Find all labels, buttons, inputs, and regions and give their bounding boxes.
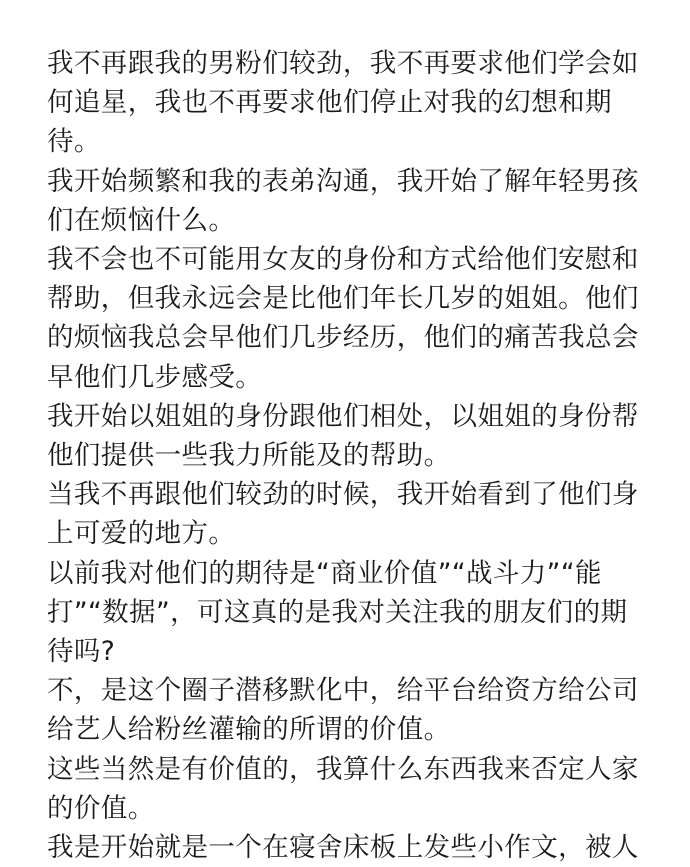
paragraph-3: 我不会也不可能用女友的身份和方式给他们安慰和 帮助，但我永远会是比他们年长几岁的姐姐。他们 的烦恼我总会早他们几步经历，他们的痛苦我总会 早他们几步感受。 xyxy=(47,244,639,393)
document-body xyxy=(47,44,657,867)
paragraph-6: 以前我对他们的期待是“商业价值”“战斗力”“能 打”“数据”，可这真的是我对关注我的朋友们的期 待吗? xyxy=(47,557,628,668)
paragraph-7: 不，是这个圈子潜移默化中，给平台给资方给公司 给艺人给粉丝灌输的所谓的价值。 xyxy=(47,675,639,746)
paragraph-4: 我开始以姐姐的身份跟他们相处，以姐姐的身份帮 他们提供一些我力所能及的帮助。 xyxy=(47,400,639,472)
paragraph-9-partial: 我是开始就是一个在寝舍床板上发些小作文，被人 xyxy=(47,832,639,864)
paragraph-8: 这些当然是有价值的，我算什么东西我来否定人家 的价值。 xyxy=(47,753,639,824)
paragraph-2: 我开始频繁和我的表弟沟通，我开始了解年轻男孩 们在烦恼什么。 xyxy=(47,165,639,236)
paragraph-1: 我不再跟我的男粉们较劲，我不再要求他们学会如 何追星，我也不再要求他们停止对我的幻想和期 待。 xyxy=(47,48,639,158)
paragraph-5: 当我不再跟他们较劲的时候，我开始看到了他们身 上可爱的地方。 xyxy=(47,479,639,550)
